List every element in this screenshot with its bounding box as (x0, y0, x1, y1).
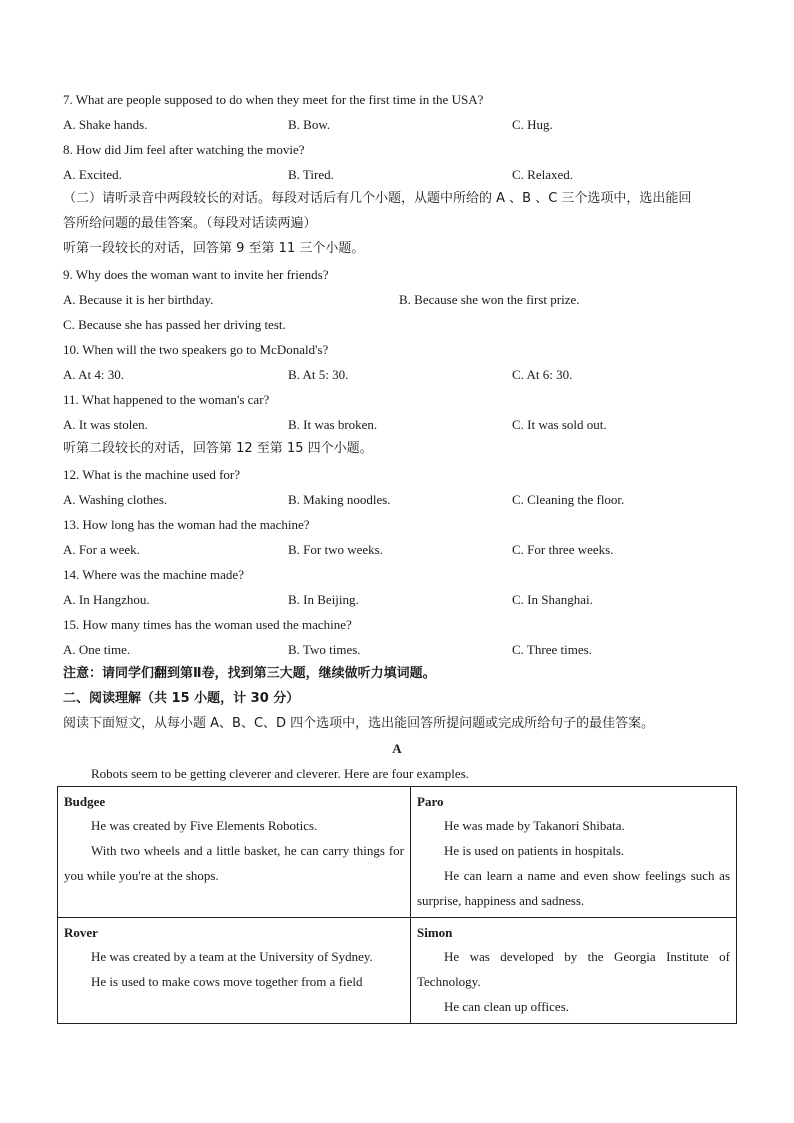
q13-option-c: C. For three weeks. (512, 542, 614, 557)
robot-cell-paro (411, 787, 737, 918)
q8-option-c: C. Relaxed. (512, 167, 574, 182)
robot-name: Budgee (64, 794, 106, 809)
robot-desc: He is used on patients in hospitals. (444, 843, 625, 858)
question-9: 9. Why does the woman want to invite her friends? (63, 267, 329, 282)
section2-instruction-line1: （二）请听录音中两段较长的对话。每段对话后有几个小题，从题中所给的 A 、B 、C 三个选项中，选出能回 (63, 191, 692, 206)
q8-option-b: B. Tired. (288, 167, 334, 182)
q9-option-b: B. Because she won the first prize. (399, 292, 580, 307)
question-10: 10. When will the two speakers go to McDonald's? (63, 342, 329, 357)
robot-desc: He can clean up offices. (444, 999, 570, 1014)
q14-option-b: B. In Beijing. (288, 592, 359, 607)
passage-label: A (392, 741, 402, 756)
q15-option-c: C. Three times. (512, 642, 592, 657)
q9-option-c: C. Because she has passed her driving test. (63, 317, 286, 332)
robot-cell-rover (58, 918, 411, 1024)
q10-option-c: C. At 6: 30. (512, 367, 573, 382)
reading-instruction: 阅读下面短文，从每小题 A、B、C、D 四个选项中，选出能回答所提问题或完成所给句子的最佳答案。 (63, 716, 655, 731)
robot-desc: He was created by Five Elements Robotics. (91, 818, 318, 833)
robot-desc: He was developed by the Georgia Institute of Technology. (417, 949, 730, 989)
q12-option-c: C. Cleaning the floor. (512, 492, 625, 507)
q12-option-b: B. Making noodles. (288, 492, 391, 507)
q7-option-c: C. Hug. (512, 117, 553, 132)
q14-option-c: C. In Shanghai. (512, 592, 593, 607)
q15-option-b: B. Two times. (288, 642, 361, 657)
robot-name: Paro (417, 794, 444, 809)
robot-desc: With two wheels and a little basket, he can carry things for you while you're at the shops. (64, 843, 404, 883)
dialog1-intro: 听第一段较长的对话，回答第 9 至第 11 三个小题。 (63, 241, 365, 256)
question-13: 13. How long has the woman had the machine? (63, 517, 310, 532)
robots-table (57, 786, 737, 1024)
notice: 注意：请同学们翻到第Ⅱ卷，找到第三大题，继续做听力填词题。 (63, 666, 436, 681)
q7-option-b: B. Bow. (288, 117, 331, 132)
q11-option-a: A. It was stolen. (63, 417, 148, 432)
robot-desc: He was made by Takanori Shibata. (444, 818, 625, 833)
q9-option-a: A. Because it is her birthday. (63, 292, 214, 307)
question-7: 7. What are people supposed to do when they meet for the first time in the USA? (63, 92, 484, 107)
passage-intro: Robots seem to be getting cleverer and cleverer. Here are four examples. (91, 766, 469, 781)
table-row (58, 787, 737, 918)
question-8: 8. How did Jim feel after watching the movie? (63, 142, 305, 157)
question-12: 12. What is the machine used for? (63, 467, 241, 482)
robot-cell-budgee (58, 787, 411, 918)
question-14: 14. Where was the machine made? (63, 567, 244, 582)
q13-option-a: A. For a week. (63, 542, 140, 557)
question-11: 11. What happened to the woman's car? (63, 392, 270, 407)
q10-option-b: B. At 5: 30. (288, 367, 349, 382)
q7-option-a: A. Shake hands. (63, 117, 148, 132)
robot-desc: He was created by a team at the University of Sydney. (91, 949, 373, 964)
q15-option-a: A. One time. (63, 642, 131, 657)
q8-option-a: A. Excited. (63, 167, 122, 182)
robot-desc: He is used to make cows move together from a field (91, 974, 363, 989)
q12-option-a: A. Washing clothes. (63, 492, 168, 507)
q14-option-a: A. In Hangzhou. (63, 592, 150, 607)
dialog2-intro: 听第二段较长的对话，回答第 12 至第 15 四个小题。 (63, 441, 373, 456)
q11-option-c: C. It was sold out. (512, 417, 607, 432)
table-row (58, 918, 737, 1024)
question-15: 15. How many times has the woman used the machine? (63, 617, 352, 632)
robot-name: Rover (64, 925, 98, 940)
q11-option-b: B. It was broken. (288, 417, 378, 432)
robot-cell-simon (411, 918, 737, 1024)
q10-option-a: A. At 4: 30. (63, 367, 125, 382)
section2-instruction-line2: 答所给问题的最佳答案。（每段对话读两遍） (63, 216, 317, 231)
reading-heading: 二、阅读理解（共 15 小题，计 30 分） (63, 691, 300, 706)
q13-option-b: B. For two weeks. (288, 542, 383, 557)
robot-name: Simon (417, 925, 453, 940)
robot-desc: He can learn a name and even show feelings such as surprise, happiness and sadness. (417, 868, 730, 908)
